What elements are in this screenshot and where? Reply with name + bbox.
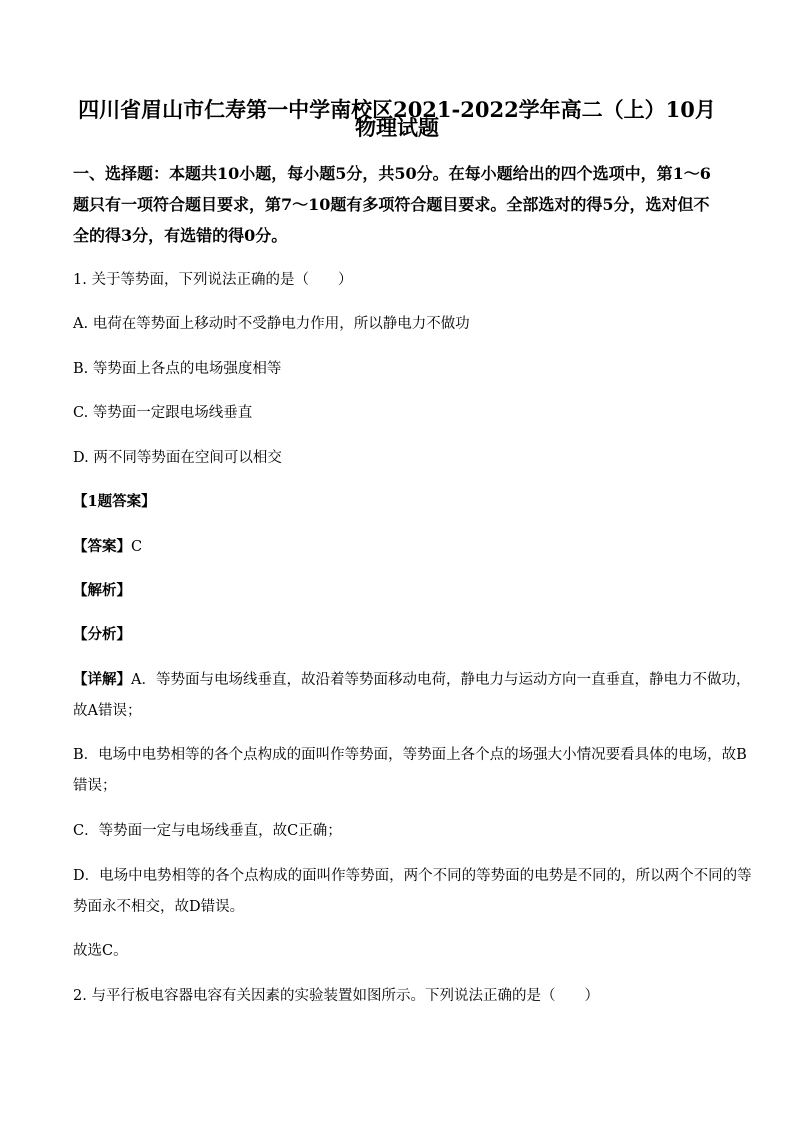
answer-value: C: [131, 539, 143, 555]
document-title: 四川省眉山市仁寿第一中学南校区2021-2022学年高二（上）10月: [78, 97, 716, 122]
analysis-tag: 【解析】: [73, 582, 131, 599]
question-1-stem: 1. 关于等势面，下列说法正确的是（ ）: [73, 272, 353, 288]
question-2-stem: 2. 与平行板电容器电容有关因素的实验装置如图所示。下列说法正确的是（ ）: [73, 988, 599, 1004]
detail-line-3: B．电场中电势相等的各个点构成的面叫作等势面，等势面上各个点的场强大小情况要看具体的电场，故B: [73, 747, 747, 763]
detail-tag: 【详解】: [73, 671, 131, 688]
section-heading-line-3: 全的得3分，有选错的得0分。: [73, 226, 288, 245]
detail-line-4: 错误；: [73, 778, 117, 794]
answer-line: [73, 537, 142, 557]
question-1-option-a: A. 电荷在等势面上移动时不受静电力作用，所以静电力不做功: [73, 316, 470, 332]
document-subtitle: 物理试题: [355, 115, 439, 140]
detail-line-1: [73, 670, 750, 690]
section-heading-line-2: 题只有一项符合题目要求，第7～10题有多项符合题目要求。全部选对的得5分，选对但不: [73, 195, 710, 214]
question-1-option-c: C. 等势面一定跟电场线垂直: [73, 405, 253, 421]
detail-line-6: D．电场中电势相等的各个点构成的面叫作等势面，两个不同的等势面的电势是不同的，所以两个不同的等: [73, 868, 752, 884]
detail-line-2: 故A错误；: [73, 703, 142, 719]
detail-text-1: A．等势面与电场线垂直，故沿着等势面移动电荷，静电力与运动方向一直垂直，静电力不做功，: [131, 672, 751, 688]
fenxi-tag: 【分析】: [73, 626, 131, 643]
question-1-option-d: D. 两不同等势面在空间可以相交: [73, 450, 282, 466]
answer-section-heading: 【1题答案】: [73, 493, 156, 510]
detail-line-5: C．等势面一定与电场线垂直，故C正确；: [73, 823, 342, 839]
detail-line-7: 势面永不相交，故D错误。: [73, 899, 245, 915]
answer-tag: 【答案】: [73, 538, 131, 555]
detail-line-8: 故选C。: [73, 943, 128, 959]
section-heading-line-1: 一、选择题：本题共10小题，每小题5分，共50分。在每小题给出的四个选项中，第1～6: [73, 164, 711, 183]
question-1-option-b: B. 等势面上各点的电场强度相等: [73, 361, 282, 377]
